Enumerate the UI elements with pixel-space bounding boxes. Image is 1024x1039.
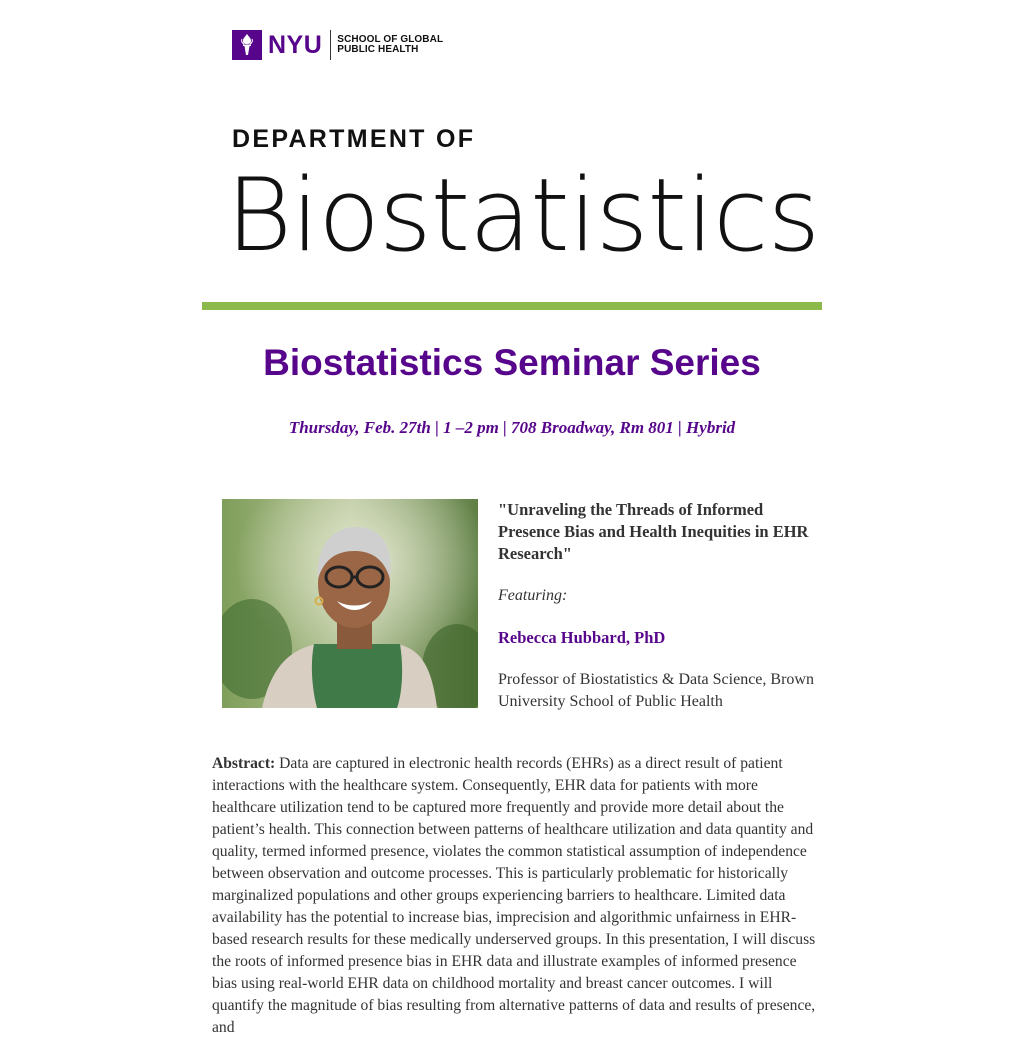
torch-icon: [232, 30, 262, 60]
accent-divider: [202, 302, 822, 310]
school-name-line2: PUBLIC HEALTH: [337, 44, 419, 55]
logo-divider: [330, 30, 331, 60]
nyu-wordmark: NYU: [268, 31, 323, 59]
talk-title: "Unraveling the Threads of Informed Presence Bias and Health Inequities in EHR Research": [498, 500, 809, 563]
speaker-affiliation: Professor of Biostatistics & Data Science, Brown University School of Public Health: [498, 671, 814, 710]
abstract-text: Data are captured in electronic health records (EHRs) as a direct result of patient interactions with the healthcare system. Consequently, EHR data for patients with more healthcare utilization tend to be captured more frequently and provide more detail about the patient’s health. This connection between patterns of healthcare utilization and data quantity and quality, termed informed presence, violates the common statistical assumption of independence between observation and outcome processes. This is particularly problematic for historically marginalized populations and other groups experiencing barriers to healthcare. Limited data availability has the potential to increase bias, imprecision and algorithmic unfairness in EHR-based research results for these medically underserved groups. In this presentation, I will discuss the roots of informed presence bias in EHR data and illustrate examples of informed presence bias using real-world EHR data on childhood mortality and breast cancer outcomes. I will quantify the magnitude of bias resulting from alternative patterns of data and results of presence, and: [212, 755, 816, 1036]
school-name-line1: SCHOOL OF GLOBAL: [337, 34, 444, 45]
speaker-info: [498, 499, 822, 713]
abstract: [212, 753, 818, 1039]
department-prefix: DEPARTMENT OF: [232, 125, 476, 153]
series-title: Biostatistics Seminar Series: [263, 342, 761, 383]
event-details: Thursday, Feb. 27th | 1 –2 pm | 708 Broadway, Rm 801 | Hybrid: [288, 418, 736, 437]
department-name: Biostatistics: [226, 156, 820, 274]
speaker-name: Rebecca Hubbard, PhD: [498, 628, 666, 647]
abstract-label: Abstract:: [212, 755, 276, 772]
speaker-photo: [222, 499, 478, 708]
nyu-logo: [232, 30, 443, 60]
school-name: [337, 35, 443, 55]
featuring-label: Featuring:: [498, 587, 568, 604]
